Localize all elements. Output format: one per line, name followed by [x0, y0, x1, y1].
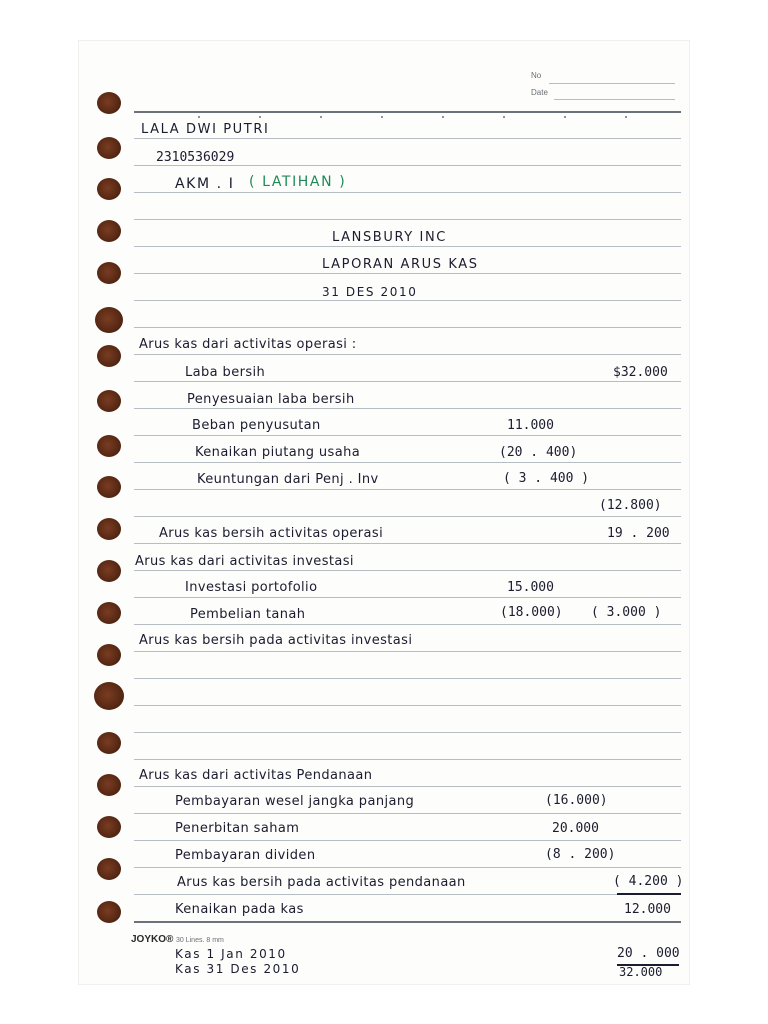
financing-net-value: ( 4.200 )	[613, 874, 684, 889]
ruled-line	[134, 624, 681, 625]
rule-dot	[564, 116, 566, 118]
financing-underline	[617, 893, 681, 895]
punch-hole	[97, 262, 121, 284]
punch-hole	[97, 92, 121, 114]
course-note: ( LATIHAN )	[249, 174, 347, 190]
ruled-line	[134, 138, 681, 139]
ruled-line	[134, 489, 681, 490]
net-income-value: $32.000	[613, 365, 668, 380]
land-label: Pembelian tanah	[190, 607, 306, 622]
ruled-line	[134, 462, 681, 463]
ruled-line	[134, 894, 681, 895]
ruled-line	[134, 840, 681, 841]
no-line	[549, 83, 675, 84]
receivables-value: (20 . 400)	[499, 445, 578, 460]
punch-hole	[97, 644, 121, 666]
ruled-line	[134, 759, 681, 760]
depreciation-label: Beban penyusutan	[192, 418, 321, 433]
portfolio-value: 15.000	[507, 580, 554, 595]
increase-label: Kenaikan pada kas	[175, 902, 304, 917]
punch-hole	[97, 732, 121, 754]
punch-hole	[97, 137, 121, 159]
date-line	[554, 99, 675, 100]
increase-value: 12.000	[624, 902, 671, 917]
ruled-line	[134, 597, 681, 598]
rule-dot	[503, 116, 505, 118]
investing-total: ( 3.000 )	[591, 605, 662, 620]
rule-dot	[625, 116, 627, 118]
rule-dot	[442, 116, 444, 118]
ruled-line	[134, 651, 681, 652]
depreciation-value: 11.000	[507, 418, 554, 433]
punch-hole	[97, 774, 121, 796]
investing-heading: Arus kas dari activitas investasi	[135, 554, 354, 569]
ruled-line	[134, 408, 681, 409]
no-label: No	[531, 71, 542, 80]
ruled-line	[134, 516, 681, 517]
punch-hole	[97, 390, 121, 412]
ruled-line	[134, 246, 681, 247]
rule-dot	[259, 116, 261, 118]
stock-value: 20.000	[552, 821, 599, 836]
ruled-line	[134, 327, 681, 328]
operating-net-value: 19 . 200	[607, 526, 670, 541]
punch-hole	[97, 178, 121, 200]
bonds-label: Pembayaran wesel jangka panjang	[175, 794, 415, 809]
punch-hole	[95, 307, 123, 333]
ruled-line	[134, 570, 681, 571]
line-spec: 30 Lines. 8 mm	[176, 937, 224, 944]
report-date: 31 DES 2010	[322, 285, 418, 299]
end-cash-value: 32.000	[619, 965, 663, 979]
adjustment-label: Penyesuaian laba bersih	[187, 392, 355, 407]
investing-net-label: Arus kas bersih pada activitas investasi	[139, 633, 413, 648]
punch-hole	[97, 476, 121, 498]
land-value: (18.000)	[500, 605, 563, 620]
punch-hole	[97, 602, 121, 624]
operating-net-label: Arus kas bersih activitas operasi	[159, 526, 384, 541]
ruled-line	[134, 732, 681, 733]
ruled-line	[134, 192, 681, 193]
dividends-label: Pembayaran dividen	[175, 848, 316, 863]
course-code: AKM . I	[175, 176, 235, 192]
adjustment-total: (12.800)	[599, 498, 662, 513]
begin-cash-value: 20 . 000	[617, 946, 680, 961]
ruled-line	[134, 543, 681, 544]
ruled-line	[134, 219, 681, 220]
punch-hole	[94, 682, 124, 710]
punch-hole	[97, 816, 121, 838]
student-id: 2310536029	[156, 150, 235, 165]
bottom-rule	[134, 921, 681, 923]
bonds-value: (16.000)	[545, 793, 608, 808]
rule-dot	[198, 116, 200, 118]
report-title: LAPORAN ARUS KAS	[322, 257, 479, 272]
portfolio-label: Investasi portofolio	[185, 580, 318, 595]
ruled-line	[134, 786, 681, 787]
punch-hole	[97, 858, 121, 880]
gain-label: Keuntungan dari Penj . Inv	[197, 472, 379, 487]
ruled-line	[134, 354, 681, 355]
net-income-label: Laba bersih	[185, 365, 266, 380]
date-label: Date	[531, 88, 548, 97]
ruled-line	[134, 165, 681, 166]
begin-cash-label: Kas 1 Jan 2010	[175, 947, 287, 961]
operating-heading: Arus kas dari activitas operasi :	[139, 337, 357, 352]
top-rule	[134, 111, 681, 113]
ruled-line	[134, 867, 681, 868]
gain-value: ( 3 . 400 )	[503, 471, 590, 486]
financing-heading: Arus kas dari activitas Pendanaan	[139, 768, 373, 783]
student-name: LALA DWI PUTRI	[141, 122, 270, 137]
ruled-line	[134, 705, 681, 706]
punch-hole	[97, 560, 121, 582]
punch-hole	[97, 518, 121, 540]
brand-logo: JOYKO®	[131, 934, 174, 945]
punch-hole	[97, 901, 121, 923]
receivables-label: Kenaikan piutang usaha	[195, 445, 361, 460]
rule-dot	[320, 116, 322, 118]
ruled-line	[134, 381, 681, 382]
ruled-line	[134, 435, 681, 436]
financing-net-label: Arus kas bersih pada activitas pendanaan	[177, 875, 466, 890]
stock-label: Penerbitan saham	[175, 821, 300, 836]
ruled-line	[134, 300, 681, 301]
company-name: LANSBURY INC	[332, 230, 447, 245]
punch-hole	[97, 435, 121, 457]
ruled-line	[134, 813, 681, 814]
notebook-page	[79, 41, 689, 984]
dividends-value: (8 . 200)	[545, 847, 616, 862]
punch-hole	[97, 220, 121, 242]
punch-hole	[97, 345, 121, 367]
rule-dot	[381, 116, 383, 118]
ruled-line	[134, 273, 681, 274]
end-cash-label: Kas 31 Des 2010	[175, 962, 301, 976]
ruled-line	[134, 678, 681, 679]
